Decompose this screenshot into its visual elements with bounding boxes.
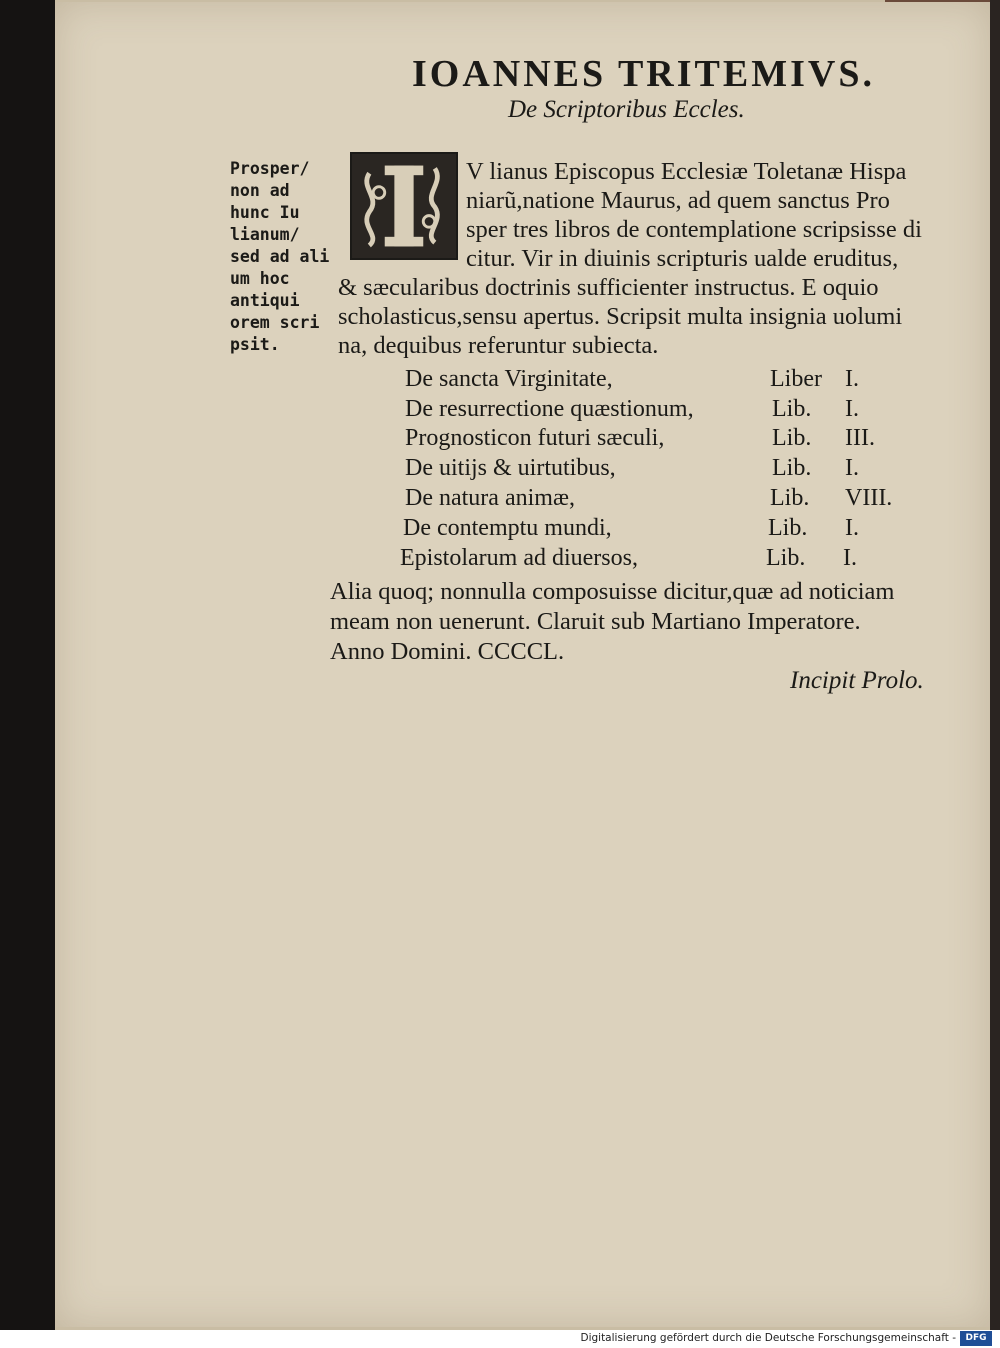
work-title: De contemptu mundi, [403,515,612,541]
decorated-initial [350,152,458,260]
text-line: na, dequibus referuntur subiecta. [338,332,659,359]
text-line: citur. Vir in diuinis scripturis ualde eruditus, [466,245,899,272]
work-title: De uitijs & uirtutibus, [405,455,616,481]
text-line: scholasticus,sensu apertus. Scripsit multa insignia uolumi [338,303,903,330]
catchword: Incipit Prolo. [790,667,924,694]
marginal-line: orem scri [230,313,320,332]
work-title: De natura animæ, [405,485,575,511]
work-book-count: I. [843,545,857,571]
work-lib-label: Lib. [772,425,812,451]
subhead: De Scriptoribus Eccles. [508,96,745,123]
work-title: Epistolarum ad diuersos, [400,545,638,571]
work-lib-label: Liber [770,366,822,392]
work-lib-label: Lib. [772,455,812,481]
work-book-count: I. [845,515,859,541]
text-line: Anno Domini. CCCCL. [330,638,565,665]
text-line: niarũ,natione Maurus, ad quem sanctus Pro [466,187,890,214]
work-book-count: I. [845,366,859,392]
marginal-line: um hoc [230,269,290,288]
work-title: Prognosticon futuri sæculi, [405,425,665,451]
marginal-note [230,158,330,356]
marginal-line: antiqui [230,291,300,310]
running-head: IOANNES TRITEMIVS. [412,53,875,95]
work-book-count: I. [845,396,859,422]
work-lib-label: Lib. [768,515,808,541]
text-line: & sæcularibus doctrinis sufficienter instructus. E oquio [338,274,879,301]
text-line: sper tres libros de contemplatione scripsisse di [466,216,922,243]
footer-credit: Digitalisierung gefördert durch die Deutsche Forschungsgemeinschaft - [580,1332,956,1344]
scan-left-edge [0,0,55,1330]
decorated-initial-ornament [352,154,456,258]
work-lib-label: Lib. [772,396,812,422]
work-lib-label: Lib. [766,545,806,571]
marginal-line: sed ad ali [230,247,330,266]
marginal-line: non ad [230,181,290,200]
work-title: De sancta Virginitate, [405,366,613,392]
dfg-logo-icon: DFG [960,1331,992,1346]
work-book-count: I. [845,455,859,481]
work-lib-label: Lib. [770,485,810,511]
text-line: meam non uenerunt. Claruit sub Martiano Imperatore. [330,608,861,635]
text-line: V lianus Episcopus Ecclesiæ Toletanæ Hispa [466,158,907,185]
text-line: Alia quoq; nonnulla composuisse dicitur,quæ ad noticiam [330,578,895,605]
marginal-line: psit. [230,335,280,354]
scan-right-edge [990,0,1000,1330]
marginal-line: Prosper/ [230,159,310,178]
work-book-count: VIII. [845,485,893,511]
marginal-line: lianum/ [230,225,300,244]
work-book-count: III. [845,425,875,451]
work-title: De resurrectione quæstionum, [405,396,694,422]
marginal-line: hunc Iu [230,203,300,222]
